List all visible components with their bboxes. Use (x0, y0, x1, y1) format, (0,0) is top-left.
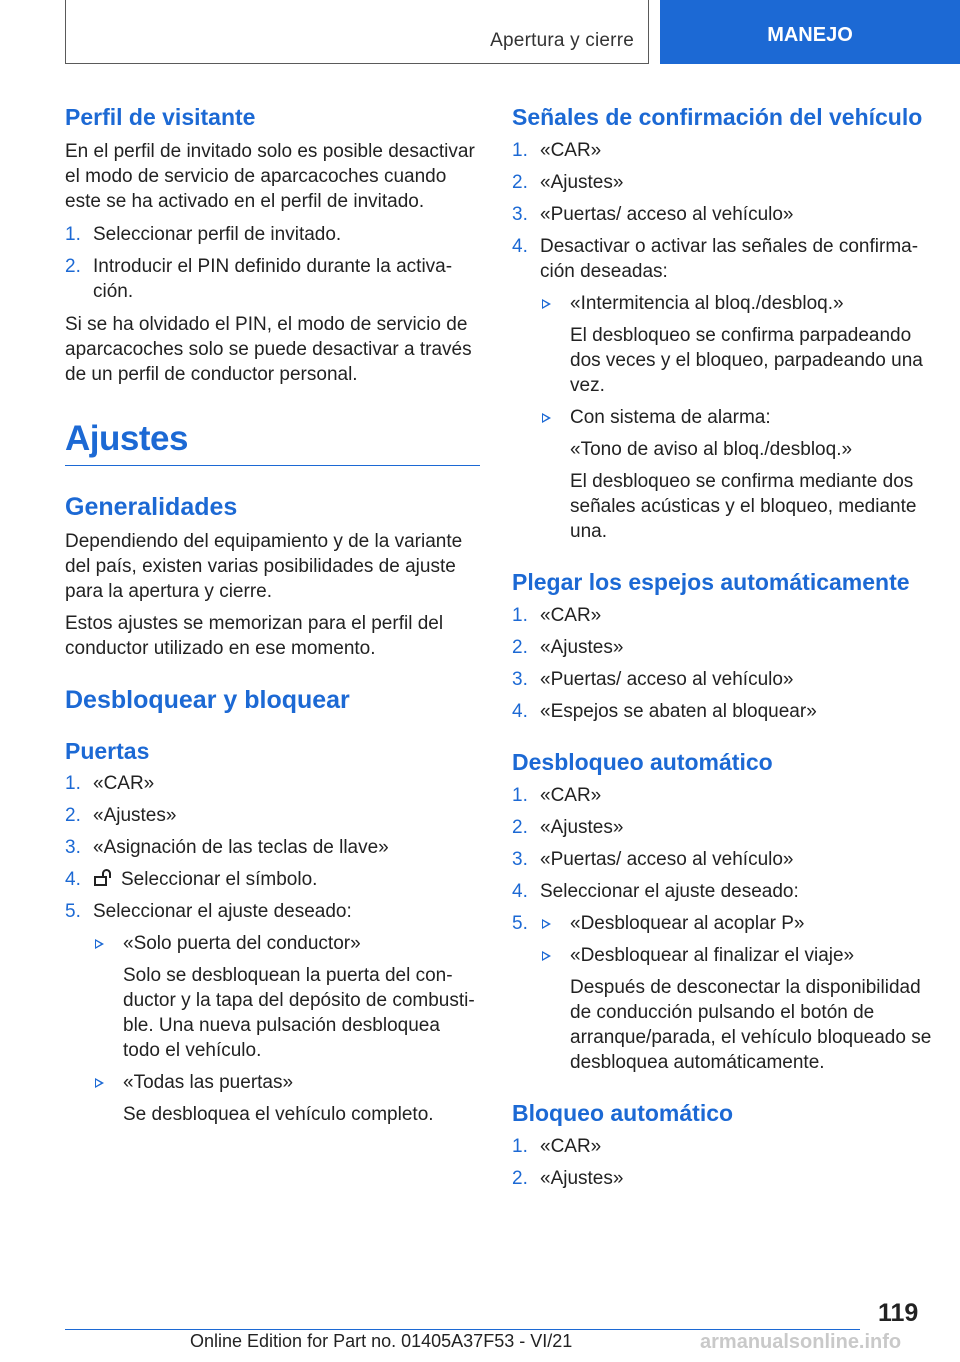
page-number: 119 (878, 1299, 919, 1327)
general-heading: Generalidades (65, 493, 238, 521)
visitor-forgot-pin-text: Si se ha olvidado el PIN, el modo de servicio de aparcacoches solo se puede desactivar a través de un perfil de conductor personal. (65, 314, 472, 385)
fold-mirrors-heading: Plegar los espejos automáticamente (512, 569, 910, 595)
option-item: «Desbloquear al finalizar el viaje» Después de desconectar la disponibilidad de conducción pulsando el botón de arranque/parada, el vehículo bloqueado se desbloquea automáticamente. (540, 943, 932, 1075)
triangle-bullet-icon (542, 299, 551, 309)
list-item: 2. «Ajustes» (65, 805, 177, 826)
signals-steps (512, 138, 932, 544)
list-item: 2. Introducir el PIN definido durante la activación. (65, 256, 453, 302)
triangle-bullet-icon (95, 1078, 104, 1088)
visitor-steps (65, 222, 480, 304)
list-item: 4. «Espejos se abaten al bloquear» (512, 701, 817, 722)
auto-unlock-options (540, 911, 932, 1075)
option-description: Se desbloquea el vehículo completo. (123, 1104, 434, 1125)
confirmation-signals-heading: Señales de confirmación del vehículo (512, 104, 923, 130)
list-item: 3. «Asignación de las teclas de llave» (65, 837, 389, 858)
chapter-tab[interactable]: MANEJO (660, 0, 960, 64)
option-description: Solo se desbloquean la puerta del conductor y la tapa del depósito de combustible. Una nueva pulsación desbloquea todo el vehículo. (123, 965, 475, 1061)
watermark: armanualsonline.info (700, 1331, 902, 1353)
option-item: Con sistema de alarma: «Tono de aviso al bloq./desbloq.» El desbloqueo se confirma mediante dos señales acústicas y el bloqueo, mediante una. (540, 405, 932, 544)
option-description: El desbloqueo se confirma mediante dos señales acústicas y el bloqueo, mediante una. (570, 471, 917, 542)
visitor-profile-heading: Perfil de visitante (65, 104, 256, 130)
doors-steps (65, 771, 480, 1127)
doors-heading: Puertas (65, 738, 150, 764)
list-item: 1. Seleccionar perfil de invitado. (65, 224, 342, 245)
option-item: «Solo puerta del conductor» Solo se desbloquean la puerta del conductor y la tapa del depósito de combustible. Una nueva pulsación desbloquea todo el vehículo. (93, 931, 480, 1063)
list-item: 4. Seleccionar el símbolo. (65, 869, 318, 890)
list-item: 3. «Puertas/ acceso al vehículo» (512, 669, 794, 690)
footer-divider (65, 1329, 860, 1330)
triangle-bullet-icon (542, 413, 551, 423)
list-item: 1. «CAR» (512, 605, 602, 626)
unlock-icon (93, 869, 113, 887)
list-item: 2. «Ajustes» (512, 1168, 624, 1189)
doors-options (93, 931, 480, 1127)
triangle-bullet-icon (542, 951, 551, 961)
auto-unlock-steps (512, 783, 932, 1075)
list-item: 4. Seleccionar el ajuste deseado: (512, 881, 799, 902)
auto-lock-heading: Bloqueo automático (512, 1100, 734, 1126)
list-item: 5. Seleccionar el ajuste deseado: «Solo puerta del conductor» Solo se desbloquean la puerta del conductor y la tapa del depósito de combustible. Una nueva pulsación desbloquea todo el vehículo. «Todas las puertas» Se desbloquea el vehículo completo. (65, 899, 480, 1127)
list-item: 1. «CAR» (65, 773, 155, 794)
edition-text: Online Edition for Part no. 01405A37F53 - VI/21 (190, 1331, 573, 1351)
option-description: Después de desconectar la disponibilidad de conducción pulsando el botón de arranque/parada, el vehículo bloqueado se desbloquea automáticamente. (570, 977, 932, 1073)
option-description: El desbloqueo se confirma parpadeando dos veces y el bloqueo, parpadeando una vez. (570, 325, 923, 396)
visitor-profile-intro: En el perfil de invitado solo es posible desactivar el modo de servicio de aparcacoches cuando este se ha activado en el perfil de invitado. (65, 141, 475, 212)
list-item: 1. «CAR» (512, 1136, 602, 1157)
option-item: «Desbloquear al acoplar P» (540, 911, 932, 936)
list-item: 5. «Desbloquear al acoplar P» «Desbloquear al finalizar el viaje» Después de desconectar la disponibilidad de conducción pulsando el botón de arranque/parada, el vehículo bloqueado se desbloquea automáticamente. (512, 913, 932, 1073)
triangle-bullet-icon (95, 939, 104, 949)
list-item: 3. «Puertas/ acceso al vehículo» (512, 204, 794, 225)
triangle-bullet-icon (542, 919, 551, 929)
mirrors-steps (512, 603, 932, 724)
auto-unlock-heading: Desbloqueo automático (512, 749, 773, 775)
list-item: 2. «Ajustes» (512, 172, 624, 193)
option-item: «Intermitencia al bloq./desbloq.» El desbloqueo se confirma parpadeando dos veces y el bloqueo, parpadeando una vez. (540, 291, 932, 398)
list-item: 1. «CAR» (512, 785, 602, 806)
option-item: «Todas las puertas» Se desbloquea el vehículo completo. (93, 1070, 480, 1127)
right-column (512, 100, 932, 1191)
signals-options (540, 291, 932, 544)
auto-lock-steps (512, 1134, 932, 1191)
general-text-1: Dependiendo del equipamiento y de la variante del país, existen varias posibilidades de ajuste para la apertura y cierre. (65, 531, 463, 602)
unlock-lock-heading: Desbloquear y bloquear (65, 686, 350, 714)
list-item: 3. «Puertas/ acceso al vehículo» (512, 849, 794, 870)
general-text-2: Estos ajustes se memorizan para el perfil del conductor utilizado en ese momento. (65, 613, 444, 659)
list-item: 2. «Ajustes» (512, 817, 624, 838)
left-column (65, 100, 480, 1127)
list-item: 2. «Ajustes» (512, 637, 624, 658)
list-item: 4. Desactivar o activar las señales de confirmación deseadas: «Intermitencia al bloq./desbloq.» El desbloqueo se confirma parpadeando dos veces y el bloqueo, parpadeando una vez. Con sistema de alarma: «Tono de aviso al bloq./desbloq.» El desbloqueo se confirma mediante dos señales acústicas y el bloqueo, mediante una. (512, 234, 932, 544)
list-item: 1. «CAR» (512, 140, 602, 161)
option-description: «Tono de aviso al bloq./desbloq.» (570, 439, 853, 460)
section-title: Apertura y cierre (490, 30, 634, 51)
header-section-box (65, 0, 649, 64)
settings-heading: Ajustes (65, 419, 480, 466)
